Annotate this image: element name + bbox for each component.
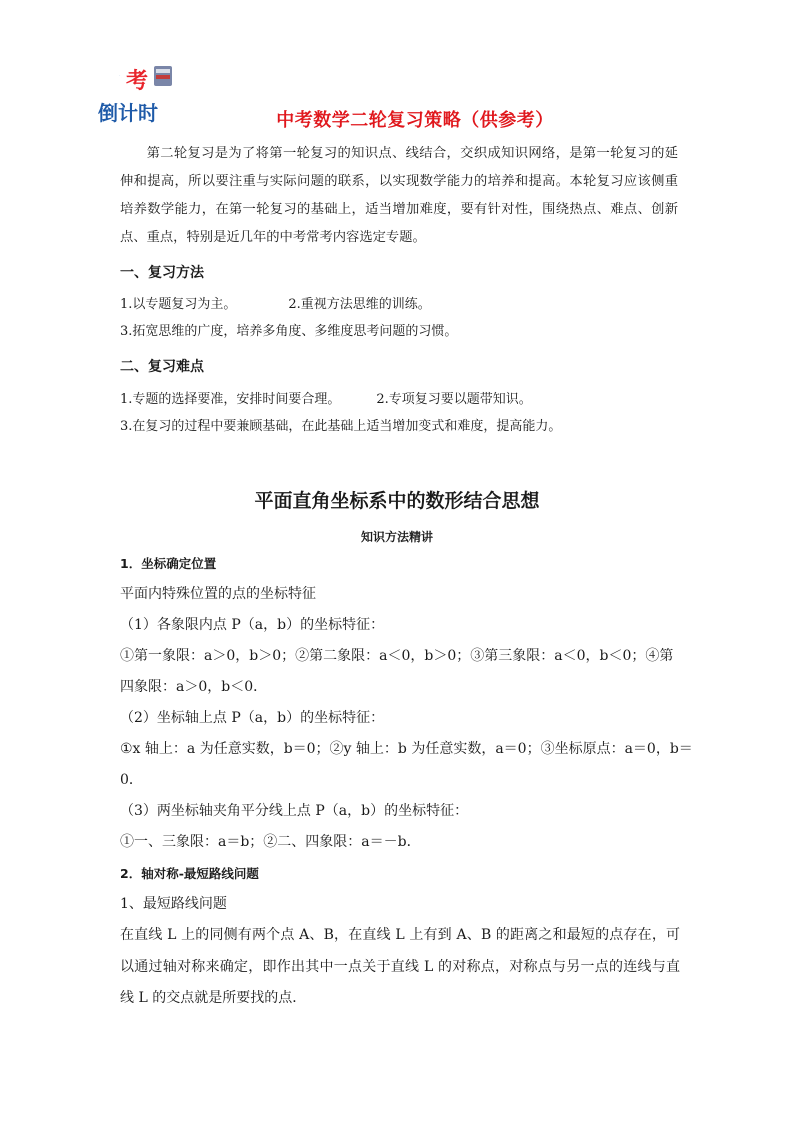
part1-question3: （3）两坐标轴夹角平分线上点 P（a，b）的坐标特征： — [120, 803, 469, 819]
section2-item1: 1.专题的选择要准，安排时间要合理。 — [120, 392, 341, 407]
part1-answer2-line2: 0． — [120, 772, 143, 788]
topic-subtitle: 知识方法精讲 — [360, 530, 433, 544]
intro-paragraph — [120, 140, 678, 252]
section2-heading: 二、复习难点 — [120, 359, 204, 375]
part2-heading: 2．轴对称-最短路线问题 — [120, 866, 259, 881]
section2-item2: 2.专项复习要以题带知识。 — [376, 392, 532, 407]
section1-item3: 3.拓宽思维的广度，培养多角度、多维度思考问题的习惯。 — [120, 324, 458, 339]
svg-text:考: 考 — [126, 69, 149, 94]
svg-text:中: 中 — [94, 67, 124, 102]
part1-question2: （2）坐标轴上点 P（a，b）的坐标特征： — [120, 710, 385, 726]
intro-text: 第二轮复习是为了将第一轮复习的知识点、线结合，交织成知识网络，是第一轮复习的延伸和提高，所以要注重与实际问题的联系，以实现数学能力的培养和提高。本轮复习应该侧重培养数学能力，在第一轮复习的基础上，适当增加难度，要有针对性，围绕热点、难点、创新点、重点，特别是近几年的中考常考内容选定专题。 — [120, 146, 678, 245]
section1-heading: 一、复习方法 — [120, 265, 204, 281]
part2-paragraph: 在直线 L 上的同侧有两个点 A、B，在直线 L 上有到 A、B 的距离之和最短的点存在，可以通过轴对称来确定，即作出其中一点关于直线 L 的对称点，对称点与另一点的连线与直线 L 的交点就是所要找的点． — [120, 927, 680, 1006]
part1-answer2-line1: ①x 轴上：a 为任意实数，b＝0；②y 轴上：b 为任意实数，a＝0；③坐标原点：a＝0，b＝ — [120, 741, 693, 757]
topic-title: 平面直角坐标系中的数形结合思想 — [254, 490, 540, 512]
part1-answer1-line2: 四象限：a＞0，b＜0． — [120, 679, 268, 695]
section1-item1: 1.以专题复习为主。 — [120, 297, 237, 312]
svg-text:倒计时: 倒计时 — [98, 101, 158, 124]
part1-intro: 平面内特殊位置的点的坐标特征 — [120, 586, 316, 602]
section1-row1 — [120, 293, 680, 312]
section1-item2: 2.重视方法思维的训练。 — [288, 297, 431, 312]
part1-answer3: ①一、三象限：a＝b；②二、四象限：a＝－b． — [120, 834, 421, 850]
part2-subheading: 1、最短路线问题 — [120, 896, 227, 912]
section2-item3: 3.在复习的过程中要兼顾基础，在此基础上适当增加变式和难度，提高能力。 — [120, 419, 562, 434]
part1-question1: （1）各象限内点 P（a，b）的坐标特征： — [120, 617, 385, 633]
part1-answer1-line1: ①第一象限：a＞0，b＞0；②第二象限：a＜0，b＞0；③第三象限：a＜0，b＜0；④第 — [120, 648, 674, 664]
section2-row1 — [120, 388, 680, 407]
page-title: 中考数学二轮复习策略（供参考） — [276, 110, 554, 131]
topic-body — [120, 548, 693, 1015]
part1-heading: 1．坐标确定位置 — [120, 556, 217, 571]
